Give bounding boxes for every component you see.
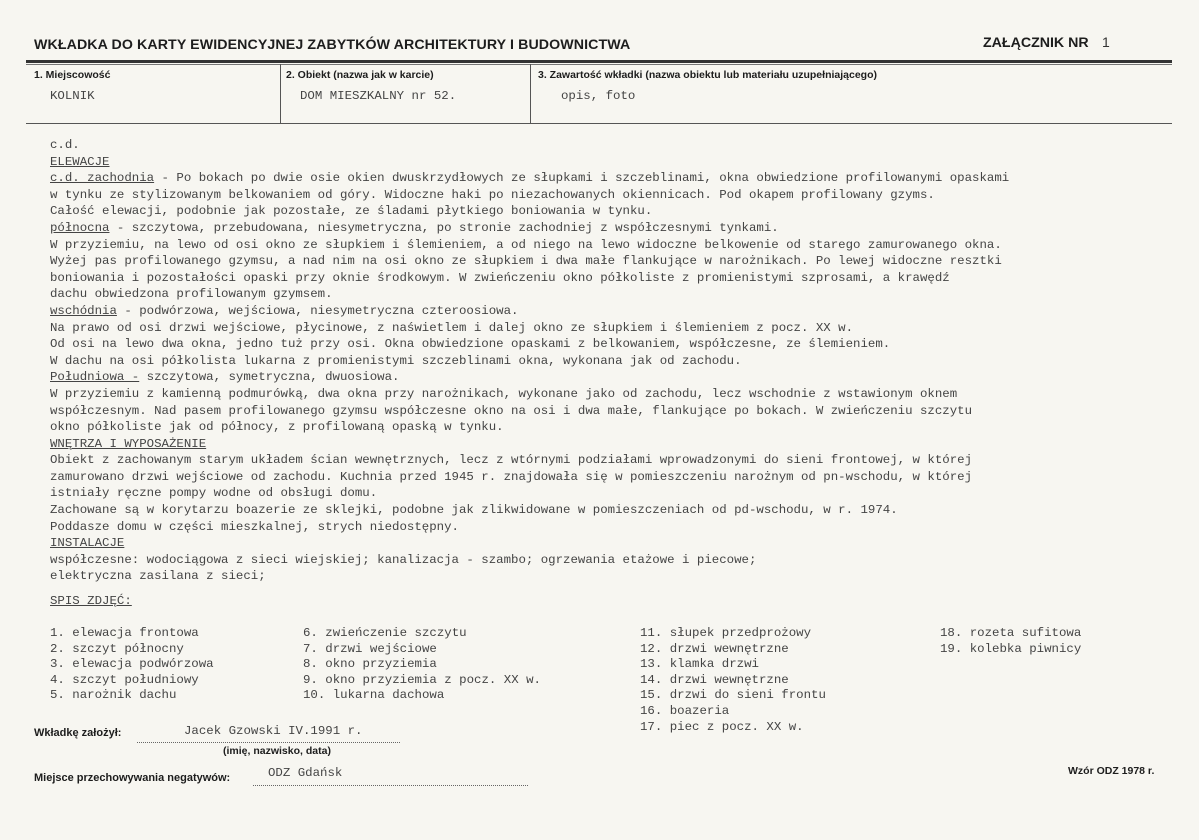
- list-item: 14. drzwi wewnętrzne: [640, 672, 789, 687]
- text-line: W przyziemiu, na lewo od osi okno ze słupkiem i ślemieniem, a od niego na lewo widoczne belkowenie od starego zamurowanego okna.: [50, 237, 1002, 252]
- text-line: W dachu na osi półkolista lukarna z promienistymi szczeblinami okna, wykonana jak od zachodu.: [50, 353, 742, 368]
- author-dotted-line: [137, 742, 400, 743]
- text-line: boniowania i pozostałości opaski przy oknie środkowym. W zwieńczeniu okno półkoliste z promienistymi szprosami, a krawędź: [50, 270, 950, 285]
- author-caption: (imię, nazwisko, data): [223, 745, 331, 757]
- list-item: 3. elewacja podwórzowa: [50, 657, 214, 672]
- photo-list-col1: [50, 626, 214, 704]
- list-item: 5. narożnik dachu: [50, 688, 177, 703]
- north-label: północna: [50, 220, 110, 235]
- author-label: Wkładkę założył:: [34, 727, 122, 739]
- list-item: 11. słupek przedprożowy: [640, 626, 812, 640]
- list-item: 9. okno przyziemia z pocz. XX w.: [303, 672, 541, 687]
- text-line: - szczytowa, przebudowana, niesymetryczna, po stronie zachodniej z współczesnymi tynkami.: [109, 220, 779, 235]
- text-line: Poddasze domu w części mieszkalnej, strych niedostępny.: [50, 519, 459, 534]
- list-item: 18. rozeta sufitowa: [940, 626, 1082, 640]
- list-item: 15. drzwi do sieni frontu: [640, 688, 826, 703]
- text-line: Od osi na lewo dwa okna, jedno tuż przy osi. Okna obwiedzione opaskami z belkowaniem, współczesne, ze ślemieniem.: [50, 337, 891, 352]
- text-line: elektryczna zasilana z sieci;: [50, 569, 266, 584]
- field-divider: [280, 64, 281, 124]
- field-divider: [530, 64, 531, 124]
- elevations-heading: ELEWACJE: [50, 154, 110, 169]
- text-line: Całość elewacji, podobnie jak pozostałe, ze śladami płytkiego boniowania w tynku.: [50, 204, 653, 219]
- town-label: 1. Miejscowość: [34, 69, 111, 81]
- annex-label: ZAŁĄCZNIK NR: [983, 35, 1089, 51]
- storage-label: Miejsce przechowywania negatywów:: [34, 772, 231, 784]
- text-line: w tynku ze stylizowanym belkowaniem od góry. Widoczne haki po niezachowanych okiennicach. Pod okapem profilowany gzyms.: [50, 187, 935, 202]
- object-label: 2. Obiekt (nazwa jak w karcie): [286, 69, 434, 81]
- description: [50, 137, 1170, 610]
- text-line: współczesnym. Nad pasem profilowanego gzymsu współczesne okno na osi i dwa małe, flankujące po bokach. W zwieńczeniu szczytu: [50, 403, 973, 418]
- photo-list-col3: [640, 626, 826, 735]
- list-item: 2. szczyt północny: [50, 641, 184, 656]
- text-line: współczesne: wodociągowa z sieci wiejskiej; kanalizacja - szambo; ogrzewania etażowe i piecowe;: [50, 552, 757, 567]
- south-label: Południowa -: [50, 370, 140, 385]
- list-item: 4. szczyt południowy: [50, 672, 199, 687]
- list-item: 19. kolebka piwnicy: [940, 641, 1082, 656]
- interiors-heading: WNĘTRZA I WYPOSAŻENIE: [50, 436, 207, 451]
- photos-heading: SPIS ZDJĘĆ:: [50, 594, 132, 609]
- storage-dotted-line: [253, 785, 528, 786]
- author-value: Jacek Gzowski IV.1991 r.: [184, 724, 363, 738]
- form-model: Wzór ODZ 1978 r.: [1068, 765, 1155, 777]
- storage-value: ODZ Gdańsk: [268, 766, 343, 780]
- text-line: - podwórzowa, wejściowa, niesymetryczna czteroosiowa.: [116, 303, 519, 318]
- header-rule: [26, 60, 1172, 63]
- text-line: dachu obwiedzona profilowanym gzymsem.: [50, 287, 333, 302]
- town-value: KOLNIK: [50, 89, 95, 103]
- text-line: W przyziemiu z kamienną podmurówką, dwa okna przy narożnikach, wykonane jako od zachodu, lecz wschodnie z wstawionym oknem: [50, 386, 958, 401]
- text-line: Na prawo od osi drzwi wejściowe, płycinowe, z naświetlem i dalej okno ze słupkiem i ślemieniem z pocz. XX w.: [50, 320, 854, 335]
- text-line: szczytowa, symetryczna, dwuosiowa.: [139, 370, 400, 385]
- list-item: 7. drzwi wejściowe: [303, 641, 437, 656]
- fields-rule: [26, 123, 1172, 124]
- text-line: Wyżej pas profilowanego gzymsu, a nad nim na osi okno ze słupkiem i dwa małe flankujące w narożnikach. Po lewej widoczne resztki: [50, 254, 1002, 269]
- list-item: 13. klamka drzwi: [640, 657, 759, 672]
- list-item: 1. elewacja frontowa: [50, 626, 199, 640]
- object-value: DOM MIESZKALNY nr 52.: [300, 89, 457, 103]
- west-label: c.d. zachodnia: [50, 171, 155, 186]
- content-label: 3. Zawartość wkładki (nazwa obiektu lub materiału uzupełniającego): [538, 69, 877, 81]
- list-item: 8. okno przyziemia: [303, 657, 437, 672]
- text-line: okno półkoliste jak od północy, z profilowaną opaską w tynku.: [50, 420, 504, 435]
- text-line: Zachowane są w korytarzu boazerie ze sklejki, podobne jak zlikwidowane w pomieszczeniach od pd-wschodu, w r. 1974.: [50, 503, 898, 518]
- photo-list-col4: [940, 626, 1081, 657]
- text-line: zamurowano drzwi wejściowe od zachodu. Kuchnia przed 1945 r. znajdowała się w pomieszczeniu narożnym od pn-wschodu, w której: [50, 469, 973, 484]
- form-title: WKŁADKA DO KARTY EWIDENCYJNEJ ZABYTKÓW ARCHITEKTURY I BUDOWNICTWA: [34, 37, 631, 53]
- list-item: 12. drzwi wewnętrzne: [640, 641, 789, 656]
- header-rule-thin: [26, 64, 1172, 65]
- installations-heading: INSTALACJE: [50, 536, 125, 551]
- annex-number: 1: [1102, 34, 1110, 50]
- list-item: 17. piec z pocz. XX w.: [640, 719, 804, 734]
- list-item: 6. zwieńczenie szczytu: [303, 626, 467, 640]
- content-value: opis, foto: [561, 89, 636, 103]
- text-line: - Po bokach po dwie osie okien dwuskrzydłowych ze słupkami i szczeblinami, okna obwiedzione profilowanymi opaskami: [154, 171, 1010, 186]
- list-item: 16. boazeria: [640, 703, 730, 718]
- text-line: istniały ręczne pompy wodne od obsługi domu.: [50, 486, 378, 501]
- text-line: Obiekt z zachowanym starym układem ścian wewnętrznych, lecz z wtórnymi podziałami wprowadzonymi do sieni frontowej, w której: [50, 453, 973, 468]
- photo-list-col2: [303, 626, 541, 704]
- continued-marker: c.d.: [50, 138, 80, 152]
- east-label: wschódnia: [50, 303, 117, 318]
- list-item: 10. lukarna dachowa: [303, 688, 445, 703]
